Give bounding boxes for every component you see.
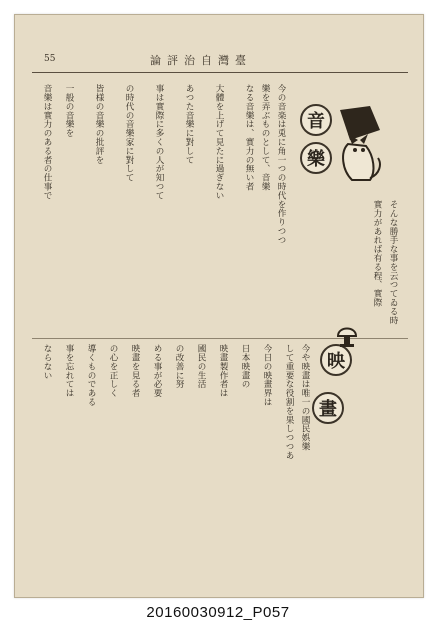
- upper-text-col-6: 大體を上げて見たに過ぎない: [214, 84, 224, 200]
- upper-text-col-1: 今の音楽は兎に角一つの時代を作りつつ: [276, 84, 286, 245]
- photo-caption: 20160030912_P057: [146, 604, 290, 621]
- film-title-badge-2: [312, 392, 344, 424]
- lower-text-col-6: 國民の生活: [196, 344, 206, 389]
- lower-text-col-4: 日本映畫の: [240, 344, 250, 389]
- lower-text-col-11: 導くものである: [86, 344, 96, 407]
- cat-illustration-icon: [330, 100, 386, 188]
- lamp-illustration-icon: [330, 318, 364, 348]
- upper-text-col-9: の時代の音樂家に對して: [124, 84, 134, 182]
- film-title-char-1: 映: [327, 351, 345, 372]
- lower-text-col-7: の改善に努: [174, 344, 184, 389]
- music-title-badge-2: [300, 142, 332, 174]
- lower-text-col-1: 今や映畫は唯一の國民娯樂: [300, 344, 310, 451]
- lower-text-col-12: 事を忘れては: [64, 344, 74, 398]
- upper-text-col-10: 皆様の音樂の批評を: [94, 84, 104, 165]
- upper-text-col-4: 實力があれば有る程、實際: [372, 200, 382, 307]
- lower-text-col-3: 今日の映畫界は: [262, 344, 272, 407]
- running-title: 論評治自灣臺: [150, 54, 252, 67]
- upper-text-col-8: 事は實際に多くの人が知つて: [154, 84, 164, 200]
- upper-text-col-2: 樂を弄ぶものとして、音樂: [260, 84, 270, 191]
- film-title-badge-1: [320, 344, 352, 376]
- lower-text-col-2: して重要な役割を果しつつあ: [284, 344, 294, 460]
- lower-text-col-9: 映畫を見る者: [130, 344, 140, 398]
- music-title-char-1: 音: [307, 111, 325, 132]
- upper-text-col-11: 一般の音樂を: [64, 84, 74, 138]
- page-header: [0, 54, 436, 74]
- upper-text-col-5: なる音樂は、實力の無い者: [244, 84, 254, 191]
- lower-text-col-10: の心を正しく: [108, 344, 118, 398]
- lower-text-col-5: 映畫製作者は: [218, 344, 228, 398]
- lower-text-col-13: ならない: [42, 344, 52, 380]
- upper-text-col-7: あつた音樂に對して: [184, 84, 194, 165]
- upper-text-col-3: そんな勝手な事を云つてゐる時: [388, 200, 398, 325]
- music-title-badge-1: [300, 104, 332, 136]
- upper-text-col-12: 音樂は實力のある者の仕事で: [42, 84, 52, 200]
- lower-text-col-8: める事が必要: [152, 344, 162, 398]
- page-number: 55: [44, 54, 56, 64]
- music-title-char-2: 樂: [307, 149, 325, 170]
- film-title-char-2: 畫: [319, 399, 337, 420]
- header-rule: [32, 72, 408, 73]
